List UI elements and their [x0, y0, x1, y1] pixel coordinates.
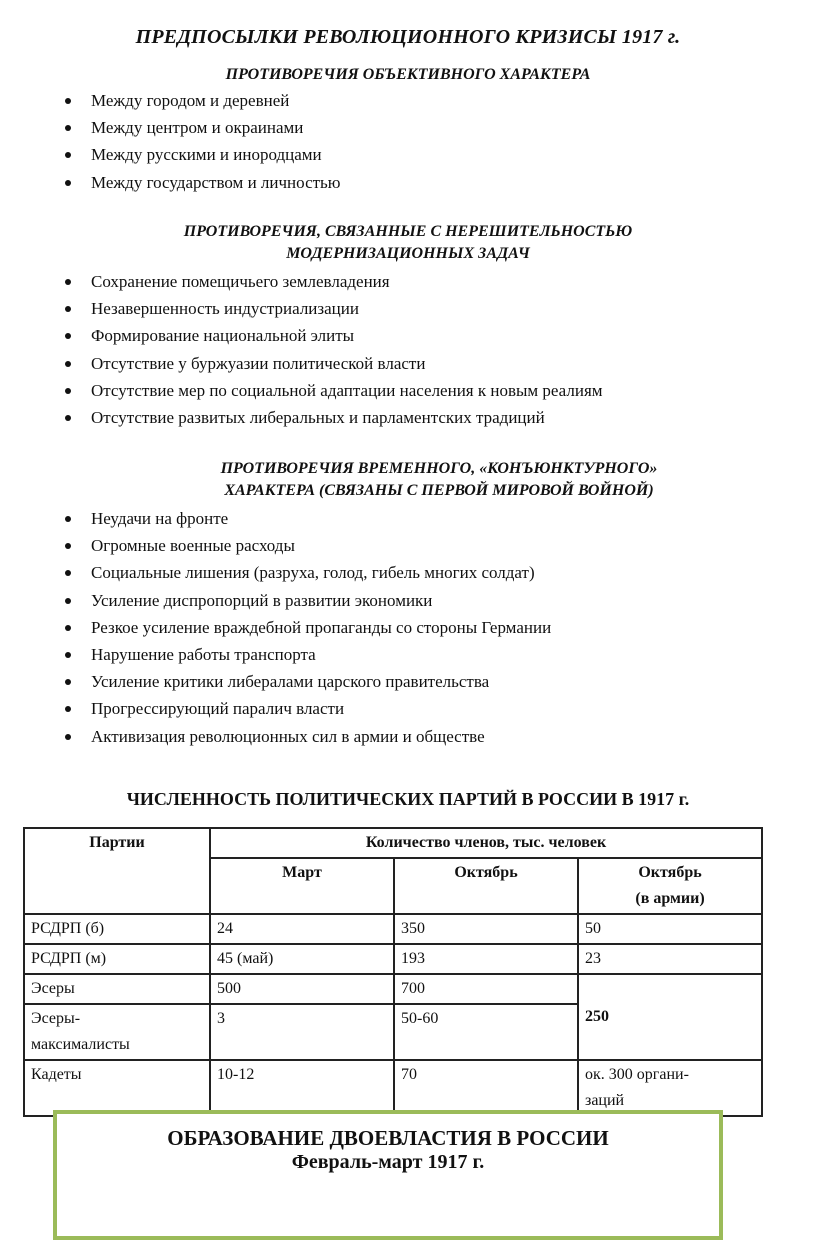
- dual-power-subtitle: Февраль-март 1917 г.: [291, 1151, 485, 1173]
- section-modernization-title: [0, 221, 816, 265]
- list-item: Резкое усиление враждебной пропаганды со стороны Германии: [62, 614, 802, 641]
- section-wartime-title-line2: ХАРАКТЕРА (СВЯЗАНЫ С ПЕРВОЙ МИРОВОЙ ВОЙНОЙ): [224, 482, 654, 499]
- list-item: Активизация революционных сил в армии и обществе: [62, 723, 802, 750]
- cell-army-line2: заций: [585, 1092, 625, 1109]
- dual-power-box: [53, 1110, 723, 1240]
- cell-march: 500: [210, 974, 394, 1004]
- cell-march: 3: [210, 1004, 394, 1060]
- cell-october: 350: [394, 914, 578, 944]
- list-item: Прогрессирующий паралич власти: [62, 695, 802, 722]
- cell-army-line1: ок. 300 органи-: [585, 1066, 689, 1083]
- cell-party: [24, 1004, 210, 1060]
- header-party: Партии: [24, 828, 210, 914]
- party-membership-table: [23, 827, 763, 1117]
- table-header-row: [24, 828, 762, 858]
- list-item: Между городом и деревней: [62, 87, 802, 114]
- cell-october: 193: [394, 944, 578, 974]
- header-october-army-line2: (в армии): [635, 890, 705, 907]
- cell-march: 24: [210, 914, 394, 944]
- cell-party: Эсеры: [24, 974, 210, 1004]
- cell-october: 50-60: [394, 1004, 578, 1060]
- header-members: Количество членов, тыс. человек: [210, 828, 762, 858]
- party-table-title: ЧИСЛЕННОСТЬ ПОЛИТИЧЕСКИХ ПАРТИЙ В РОССИИ В 1917 г.: [126, 789, 690, 809]
- objective-list: [62, 87, 802, 196]
- list-item: Отсутствие развитых либеральных и парламентских традиций: [62, 404, 802, 431]
- list-item: Отсутствие мер по социальной адаптации населения к новым реалиям: [62, 377, 802, 404]
- section-objective-title: ПРОТИВОРЕЧИЯ ОБЪЕКТИВНОГО ХАРАКТЕРА: [225, 66, 591, 83]
- table-row: [24, 914, 762, 944]
- cell-party: Кадеты: [24, 1060, 210, 1116]
- list-item: Усиление критики либералами царского правительства: [62, 668, 802, 695]
- section-wartime-title: [62, 458, 816, 502]
- dual-power-title: ОБРАЗОВАНИЕ ДВОЕВЛАСТИЯ В РОССИИ: [167, 1126, 609, 1150]
- section-modernization-title-line1: ПРОТИВОРЕЧИЯ, СВЯЗАННЫЕ С НЕРЕШИТЕЛЬНОСТЬЮ: [183, 223, 633, 240]
- header-october: Октябрь: [394, 858, 578, 914]
- modernization-list: [62, 268, 802, 431]
- header-october-army-line1: Октябрь: [638, 864, 702, 881]
- cell-party: РСДРП (м): [24, 944, 210, 974]
- table-row: [24, 974, 762, 1004]
- page-title: ПРЕДПОСЫЛКИ РЕВОЛЮЦИОННОГО КРИЗИСЫ 1917 г.: [135, 26, 681, 48]
- cell-march: 45 (май): [210, 944, 394, 974]
- cell-army: 23: [578, 944, 762, 974]
- list-item: Неудачи на фронте: [62, 505, 802, 532]
- cell-october: 700: [394, 974, 578, 1004]
- list-item: Социальные лишения (разруха, голод, гибель многих солдат): [62, 559, 802, 586]
- list-item: Между государством и личностью: [62, 169, 802, 196]
- wartime-list: [62, 505, 802, 750]
- list-item: Сохранение помещичьего землевладения: [62, 268, 802, 295]
- list-item: Незавершенность индустриализации: [62, 295, 802, 322]
- list-item: Нарушение работы транспорта: [62, 641, 802, 668]
- cell-party-line2: максималисты: [31, 1036, 130, 1053]
- cell-army: 50: [578, 914, 762, 944]
- section-wartime-title-line1: ПРОТИВОРЕЧИЯ ВРЕМЕННОГО, «КОНЪЮНКТУРНОГО»: [220, 460, 658, 477]
- cell-army: [578, 1060, 762, 1116]
- section-modernization-title-line2: МОДЕРНИЗАЦИОННЫХ ЗАДАЧ: [286, 245, 530, 262]
- list-item: Усиление диспропорций в развитии экономики: [62, 587, 802, 614]
- list-item: Формирование национальной элиты: [62, 322, 802, 349]
- cell-october: 70: [394, 1060, 578, 1116]
- header-october-army: [578, 858, 762, 914]
- table-row: [24, 1060, 762, 1116]
- table-row: [24, 944, 762, 974]
- list-item: Огромные военные расходы: [62, 532, 802, 559]
- cell-march: 10-12: [210, 1060, 394, 1116]
- cell-army-merged: 250: [578, 974, 762, 1060]
- header-march: Март: [210, 858, 394, 914]
- list-item: Между русскими и инородцами: [62, 141, 802, 168]
- list-item: Между центром и окраинами: [62, 114, 802, 141]
- cell-party-line1: Эсеры-: [31, 1010, 81, 1027]
- list-item: Отсутствие у буржуазии политической власти: [62, 350, 802, 377]
- cell-party: РСДРП (б): [24, 914, 210, 944]
